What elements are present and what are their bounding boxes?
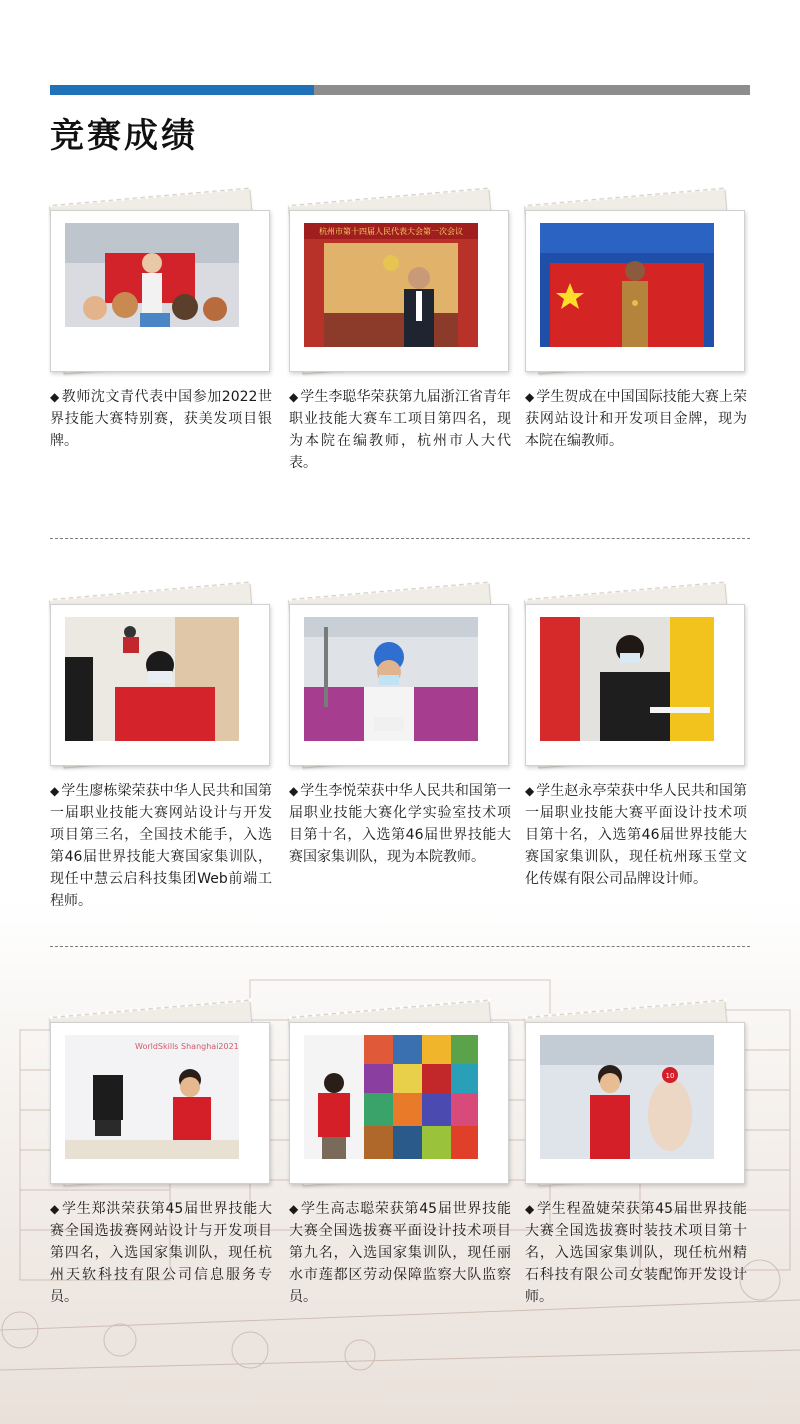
photo-card-3: [525, 196, 745, 381]
photo-banner-text: 杭州市第十四届人民代表大会第一次会议: [319, 227, 463, 236]
stamp-frame: [289, 604, 509, 766]
photo-gold-flag: [540, 223, 714, 347]
photo-card-7: [50, 1008, 270, 1193]
stamp-frame: [50, 210, 270, 372]
stamp-frame: [289, 210, 509, 372]
caption-2: ◆ 学生李聪华荣获第九届浙江省青年职业技能大赛车工项目第四名，现为本院在编教师，杭州市人大代表。: [289, 389, 511, 471]
photo-chemistry-lab: [304, 617, 478, 741]
caption-6: ◆ 学生赵永亭荣获中华人民共和国第一届职业技能大赛平面设计技术项目第十名，入选第46届世界技能大赛国家集训队，现任杭州琢玉堂文化传媒有限公司品牌设计师。: [525, 783, 747, 887]
photo-graphic-design: [540, 617, 714, 741]
header-bar-gray-segment: [314, 85, 750, 95]
photo-card-1: [50, 196, 270, 381]
photo-card-9: [525, 1008, 745, 1193]
header-bar-blue-segment: [50, 85, 314, 95]
section-divider-1: [50, 538, 750, 539]
photo-banner-text: 10: [665, 1072, 675, 1080]
photo-fashion-technology: [540, 1035, 714, 1159]
caption-4: ◆ 学生廖栋梁荣获中华人民共和国第一届职业技能大赛网站设计与开发项目第三名，全国技术能手，入选第46届世界技能大赛国家集训队，现任中慧云启科技集团Web前端工程师。: [50, 783, 272, 909]
photo-poster-wall: [304, 1035, 478, 1159]
photo-banner-text: WorldSkills Shanghai2021: [135, 1042, 239, 1051]
photo-card-8: [289, 1008, 509, 1193]
photo-hairdressing-silver: [65, 223, 239, 347]
stamp-frame: [525, 1022, 745, 1184]
stamp-frame: [50, 604, 270, 766]
photo-card-2: [289, 196, 509, 381]
section-divider-2: [50, 946, 750, 947]
photo-worldskills-web: [65, 1035, 239, 1159]
photo-web-design: [65, 617, 239, 741]
caption-3: ◆ 学生贺成在中国国际技能大赛上荣获网站设计和开发项目金牌，现为本院在编教师。: [525, 389, 747, 449]
stamp-frame: [525, 604, 745, 766]
stamp-frame: [50, 1022, 270, 1184]
caption-9: ◆ 学生程盈婕荣获第45届世界技能大赛全国选拔赛时装技术项目第十名，入选国家集训队，现任杭州精石科技有限公司女装配饰开发设计师。: [525, 1201, 747, 1305]
photo-people-congress: [304, 223, 478, 347]
photo-card-6: [525, 590, 745, 775]
caption-7: ◆ 学生郑洪荣获第45届世界技能大赛全国选拔赛网站设计与开发项目第四名，入选国家集训队，现任杭州天软科技有限公司信息服务专员。: [50, 1201, 272, 1305]
photo-card-4: [50, 590, 270, 775]
stamp-frame: [289, 1022, 509, 1184]
stamp-frame: [525, 210, 745, 372]
caption-5: ◆ 学生李悦荣获中华人民共和国第一届职业技能大赛化学实验室技术项目第十名，入选第46届世界技能大赛国家集训队，现为本院教师。: [289, 783, 511, 865]
caption-8: ◆ 学生高志聪荣获第45届世界技能大赛全国选拔赛平面设计技术项目第九名，入选国家集训队，现任丽水市莲都区劳动保障监察大队监察员。: [289, 1201, 511, 1305]
header-bar: [50, 85, 750, 95]
photo-card-5: [289, 590, 509, 775]
caption-1: ◆ 教师沈文青代表中国参加2022世界技能大赛特别赛，获美发项目银牌。: [50, 389, 272, 449]
page-title: 竞赛成绩: [50, 116, 198, 156]
